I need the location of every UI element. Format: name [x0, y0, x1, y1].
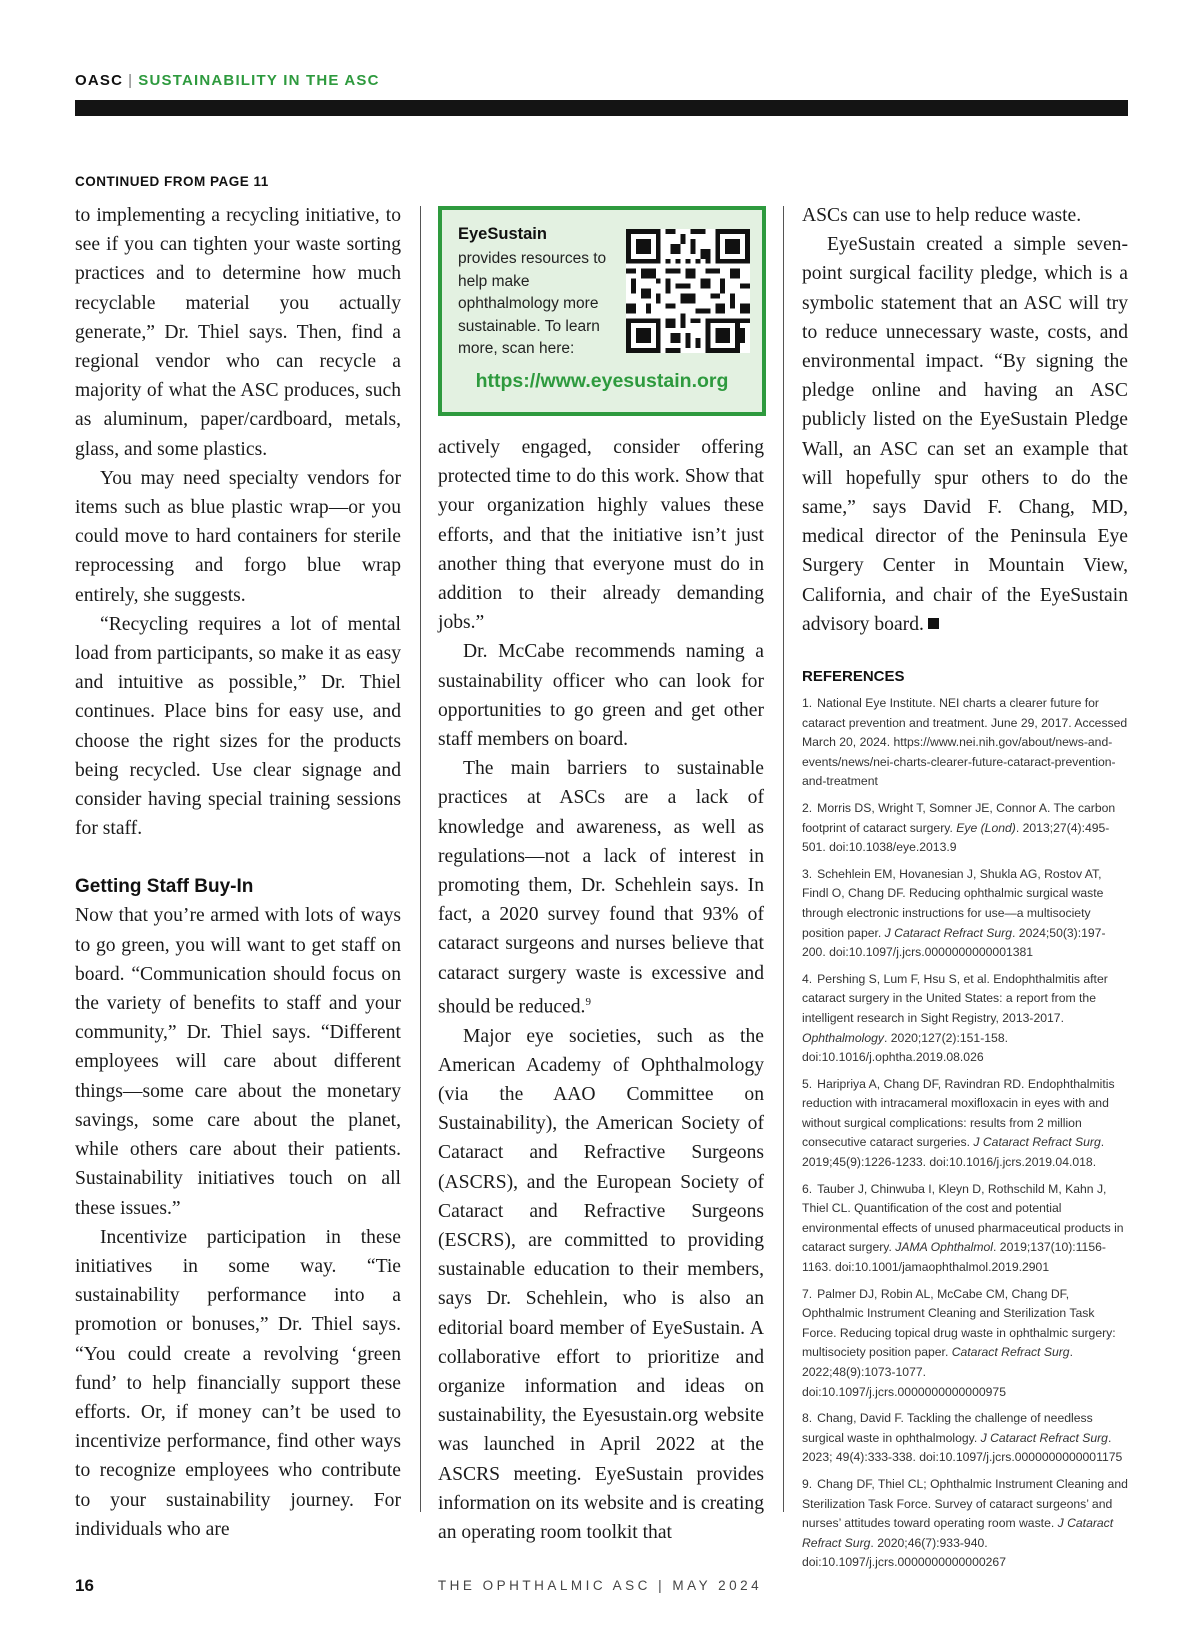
references-list	[802, 694, 1128, 1580]
reference-journal: J Cataract Refract Surg	[884, 925, 1013, 940]
eyesustain-callout-box	[438, 206, 766, 416]
eyesustain-url-link[interactable]: https://www.eyesustain.org	[475, 370, 729, 392]
column-divider	[420, 206, 421, 1512]
reference-citation: . 2024;50(3):197-200. doi:10.1097/j.jcrs.0000000000001381	[802, 925, 1106, 960]
reference-citation: . 2022;48(9):1073-1077. doi:10.1097/j.jcrs.0000000000000975	[802, 1345, 1073, 1399]
reference-number: 6.	[802, 1181, 813, 1196]
reference-item	[802, 865, 1128, 963]
reference-text: Haripriya A, Chang DF, Ravindran RD. Endophthalmitis reduction with intracameral moxifloxacin in eyes with and without surgical complications: results from 2 million consecutive cataract surgeries.	[802, 1076, 1115, 1150]
header-separator: |	[128, 72, 134, 89]
reference-item	[802, 1409, 1128, 1468]
column-3	[802, 201, 1128, 639]
running-header	[75, 72, 380, 89]
reference-item	[802, 970, 1128, 1068]
reference-citation: . 2020;127(2):151-158. doi:10.1016/j.ophtha.2019.08.026	[802, 1030, 1008, 1065]
reference-text: Chang, David F. Tackling the challenge of needless surgical waste in ophthalmology.	[802, 1411, 1093, 1445]
reference-citation: . 2013;27(4):495-501. doi:10.1038/eye.2013.9	[802, 820, 1110, 855]
reference-text: Pershing S, Lum F, Hsu S, et al. Endophthalmitis after cataract surgery in the United States: a report from the intelligent research in Sight Registry, 2013-2017.	[802, 971, 1108, 1025]
reference-number: 9.	[802, 1476, 813, 1491]
paragraph	[802, 230, 1128, 639]
section-label: SUSTAINABILITY IN THE ASC	[138, 72, 380, 89]
paragraph: actively engaged, consider offering protected time to do this work. Show that your organization highly values these efforts, and that the initiative isn’t just another thing that everyone must do in addition to their already demanding jobs.”	[438, 437, 764, 634]
reference-number: 2.	[802, 800, 813, 815]
reference-number: 8.	[802, 1411, 813, 1426]
paragraph: Major eye societies, such as the American Academy of Ophthalmology (via the AAO Committee on Sustainability), the American Society of Cataract and Refractive Surgeons (ASCRS), and the European Society of Cataract and Refractive Surgeons (ESCRS), are committed to providing sustainable education to their members, says Dr. Schehlein, who is also an editorial board member of EyeSustain. A collaborative effort to prioritize and organize information and ideas on sustainability, the Eyesustain.org website was launched in April 2022 at the ASCRS meeting. EyeSustain provides information on its website and is creating an operating room toolkit that	[438, 1025, 764, 1544]
continued-label: CONTINUED FROM PAGE 11	[75, 174, 269, 189]
callout-title: EyeSustain	[458, 225, 547, 243]
reference-item	[802, 1475, 1128, 1573]
reference-number: 7.	[802, 1286, 813, 1301]
reference-item	[802, 799, 1128, 858]
reference-citation: . 2023; 49(4):333-338. doi:10.1097/j.jcrs.0000000000001175	[802, 1430, 1123, 1465]
reference-journal: J Cataract Refract Surg	[802, 1516, 1114, 1550]
subheading: Getting Staff Buy-In	[75, 876, 254, 898]
header-rule	[75, 100, 1128, 116]
paragraph: Incentivize participation in these initiatives in some way. “Tie sustainability performance into a promotion or bonuses,” Dr. Thiel says. “You could create a revolving ‘green fund’ to help financially support these efforts. Or, if money can’t be used to incentivize performance, find other ways to recognize employees who contribute to your sustainability journey. For individuals who are	[75, 1226, 401, 1540]
reference-text: Tauber J, Chinwuba I, Kleyn D, Rothschild M, Kahn J, Thiel CL. Quantification of the cost and potential environmental effects of unused pharmaceutical products in cataract surgery.	[802, 1181, 1124, 1255]
end-mark-icon	[928, 618, 939, 629]
references-title: REFERENCES	[802, 668, 905, 685]
paragraph-text: The main barriers to sustainable practices at ASCs are a lack of knowledge and awareness, as well as regulations—not a lack of interest in promoting them, Dr. Schehlein says. In fact, a 2020 survey found that 93% of cataract surgeons and nurses believe that cataract surgery waste is excessive and should be reduced.	[438, 758, 764, 1018]
reference-journal: Ophthalmology	[802, 1030, 884, 1045]
reference-journal: Eye (Lond)	[956, 820, 1016, 835]
reference-journal: JAMA Ophthalmol	[895, 1240, 994, 1255]
reference-item	[802, 1180, 1128, 1278]
reference-number: 4.	[802, 971, 813, 986]
brand-label: OASC	[75, 72, 124, 89]
reference-item	[802, 694, 1128, 792]
paragraph: Now that you’re armed with lots of ways to go green, you will want to get staff on board. “Communication should focus on the variety of benefits to staff and your community,” Dr. Thiel says. “Different employees will care about different things—some care about the monetary savings, some care about the planet, while others care about their patients. Sustainability initiatives touch on all these issues.”	[75, 905, 401, 1219]
reference-journal: J Cataract Refract Surg	[973, 1135, 1101, 1150]
qr-code-icon[interactable]	[626, 229, 750, 353]
paragraph	[438, 754, 764, 1021]
reference-number: 5.	[802, 1076, 813, 1091]
paragraph: to implementing a recycling initiative, to see if you can tighten your waste sorting practices and to determine how much recyclable material you actually generate,” Dr. Thiel says. Then, find a regional vendor who can recycle a majority of what the ASC produces, such as aluminum, paper/cardboard, metals, glass, and some plastics.	[75, 205, 401, 460]
reference-text: National Eye Institute. NEI charts a clearer future for cataract prevention and treatment. June 29, 2017. Accessed March 20, 2024. https://www.nei.nih.gov/about/news-and-events/news/nei-charts-clearer-future-cataract-prevention-and-treatment	[802, 696, 1128, 789]
paragraph-text: EyeSustain created a simple seven-point surgical facility pledge, which is a symbolic statement that an ASC will try to reduce unnecessary waste, costs, and environmental impact. “By signing the pledge online and having an ASC publicly listed on the EyeSustain Pledge Wall, an ASC can set an example that will hopefully spur others to do the same,” says David F. Chang, MD, medical director of the Peninsula Eye Surgery Center in Mountain View, California, and chair of the EyeSustain advisory board.	[802, 234, 1128, 635]
column-1	[75, 201, 401, 1544]
reference-citation: . 2020;46(7):933-940. doi:10.1097/j.jcrs.0000000000000267	[802, 1535, 1006, 1570]
citation-superscript: 9	[585, 995, 591, 1008]
reference-text: Palmer DJ, Robin AL, McCabe CM, Chang DF, Ophthalmic Instrument Cleaning and Sterilization Task Force. Reducing topical drug waste in ophthalmic surgery: multisociety position paper.	[802, 1286, 1116, 1360]
reference-journal: J Cataract Refract Surg	[980, 1430, 1108, 1445]
reference-citation: . 2019;45(9):1226-1233. doi:10.1016/j.jcrs.2019.04.018.	[802, 1135, 1105, 1170]
reference-journal: Cataract Refract Surg	[951, 1345, 1070, 1360]
column-divider	[783, 206, 784, 1512]
column-2	[438, 433, 764, 1547]
callout-body: provides resources to help make ophthalmology more sustainable. To learn more, scan here:	[458, 250, 607, 357]
reference-number: 1.	[802, 696, 813, 710]
paragraph: ASCs can use to help reduce waste.	[802, 205, 1082, 226]
reference-text: Chang DF, Thiel CL; Ophthalmic Instrument Cleaning and Sterilization Task Force. Survey of cataract surgeons’ and nurses’ attitudes toward operating room waste.	[802, 1476, 1128, 1531]
reference-item	[802, 1285, 1128, 1403]
reference-citation: . 2019;137(10):1156-1163. doi:10.1001/jamaophthalmol.2019.2901	[802, 1240, 1106, 1275]
paragraph: “Recycling requires a lot of mental load from participants, so make it as easy and intuitive as possible,” Dr. Thiel continues. Place bins for easy use, and choose the right sizes for the products being recycled. Use clear signage and consider having special training sessions for staff.	[75, 613, 401, 840]
reference-text: Schehlein EM, Hovanesian J, Shukla AG, Rostov AT, Findl O, Chang DF. Reducing ophthalmic surgical waste through electronic instructions for use—a multisociety position paper.	[802, 866, 1104, 940]
page-number: 16	[75, 1576, 94, 1595]
reference-number: 3.	[802, 866, 813, 881]
reference-text: Morris DS, Wright T, Somner JE, Connor A. The carbon footprint of cataract surgery.	[802, 800, 1116, 835]
paragraph: Dr. McCabe recommends naming a sustainability officer who can look for opportunities to go green and get other staff members on board.	[438, 641, 764, 751]
publication-footer: THE OPHTHALMIC ASC | MAY 2024	[437, 1578, 763, 1593]
reference-item	[802, 1075, 1128, 1173]
paragraph: You may need specialty vendors for items such as blue plastic wrap—or you could move to hard containers for sterile reprocessing and forgo blue wrap entirely, she suggests.	[75, 467, 401, 606]
